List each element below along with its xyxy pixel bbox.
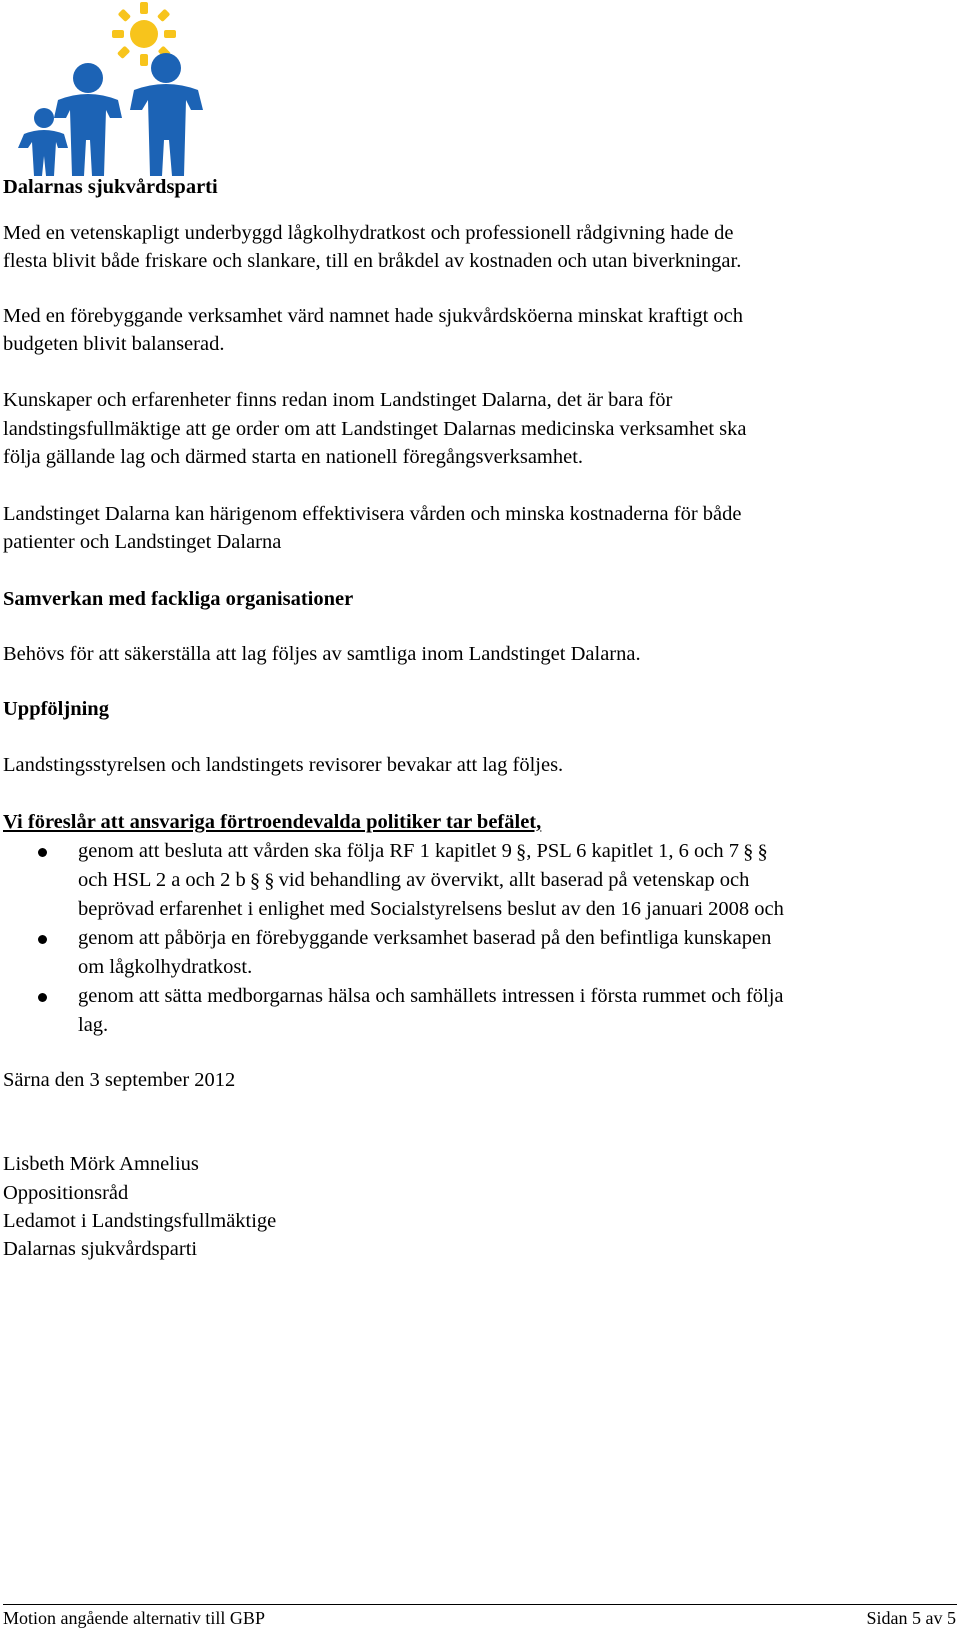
page-number: Sidan 5 av 5	[866, 1608, 956, 1628]
signature-role: Oppositionsråd	[3, 1182, 129, 1204]
paragraph-line: Med en förebyggande verksamhet värd namnet hade sjukvårdsköerna minskat kraftigt och	[3, 305, 744, 327]
org-title: Dalarnas sjukvårdsparti	[3, 176, 218, 198]
paragraph-line: Behövs för att säkerställa att lag följes av samtliga inom Landstinget Dalarna.	[3, 643, 641, 665]
paragraph-line: följa gällande lag och därmed starta en nationell föregångsverksamhet.	[3, 446, 584, 468]
proposal-heading: Vi föreslår att ansvariga förtroendevalda politiker tar befälet,	[3, 811, 542, 833]
section-heading: Samverkan med fackliga organisationer	[3, 588, 354, 610]
footer-title: Motion angående alternativ till GBP	[3, 1608, 265, 1628]
signature-role: Ledamot i Landstingsfullmäktige	[3, 1210, 277, 1232]
paragraph-line: Med en vetenskapligt underbyggd lågkolhydratkost och professionell rådgivning hade de	[3, 222, 734, 244]
family-sun-logo	[6, 0, 206, 178]
bullet-line: om lågkolhydratkost.	[78, 956, 253, 978]
signature-org: Dalarnas sjukvårdsparti	[3, 1238, 198, 1260]
place-date: Särna den 3 september 2012	[3, 1069, 236, 1091]
bullet-line: och HSL 2 a och 2 b § § vid behandling av övervikt, allt baserad på vetenskap och	[78, 869, 750, 892]
bullet-line: genom att påbörja en förebyggande verksamhet baserad på den befintliga kunskapen	[78, 927, 772, 949]
section-heading: Uppföljning	[3, 698, 109, 720]
paragraph-line: Landstingsstyrelsen och landstingets revisorer bevakar att lag följes.	[3, 754, 564, 776]
bullet-line: genom att besluta att vården ska följa RF 1 kapitlet 9 §, PSL 6 kapitlet 1, 6 och 7 § §	[78, 840, 768, 863]
family-figures-icon	[18, 53, 203, 176]
paragraph-line: budgeten blivit balanserad.	[3, 333, 225, 355]
bullet-line: lag.	[78, 1014, 109, 1036]
bullet-icon	[38, 935, 47, 944]
paragraph-line: landstingsfullmäktige att ge order om att Landstinget Dalarnas medicinska verksamhet ska	[3, 418, 747, 440]
footer-divider	[3, 1604, 957, 1605]
paragraph-line: flesta blivit både friskare och slankare, till en bråkdel av kostnaden och utan biverkningar.	[3, 250, 742, 272]
paragraph-line: Landstinget Dalarna kan härigenom effektivisera vården och minska kostnaderna för både	[3, 503, 742, 525]
bullet-line: genom att sätta medborgarnas hälsa och samhällets intressen i första rummet och följa	[78, 985, 784, 1007]
paragraph-line: Kunskaper och erfarenheter finns redan inom Landstinget Dalarna, det är bara för	[3, 389, 673, 411]
bullet-icon	[38, 993, 47, 1002]
signature-name: Lisbeth Mörk Amnelius	[3, 1153, 199, 1175]
bullet-line: beprövad erfarenhet i enlighet med Socialstyrelsens beslut av den 16 januari 2008 och	[78, 898, 784, 920]
paragraph-line: patienter och Landstinget Dalarna	[3, 531, 282, 553]
bullet-icon	[38, 848, 47, 857]
